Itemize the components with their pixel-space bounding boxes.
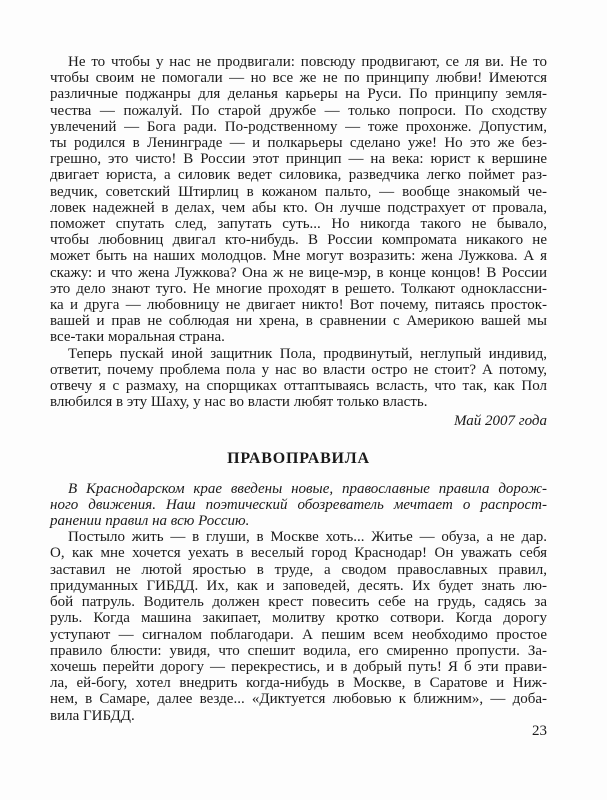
text-line: ведчик, советский Штирлиц в кожаном пальто, — вообще знакомый че- <box>50 183 547 200</box>
text-line: правило блюсти: увидя, что спешит водила, его смиренно пропусти. За- <box>50 642 547 659</box>
article-body-paragraph <box>50 529 547 723</box>
text-line: ного движения. Наш поэтический обозреватель мечтает о распрост- <box>50 496 547 513</box>
text-line: хочешь перейти дорогу — перекрестись, и в добрый путь! Я б эти прави- <box>50 658 547 675</box>
dateline: Май 2007 года <box>453 413 547 430</box>
text-line: уступают — сигналом поблагодари. А пешим всем необходимо простое <box>50 626 547 643</box>
text-line: ранении правил на всю Россию. <box>50 513 250 530</box>
text-line: В Краснодарском крае введены новые, православные правила дорож- <box>68 480 547 497</box>
article-lede <box>50 481 547 530</box>
text-line: поможет спутать след, запутать суть... Но никогда такого не бывало, <box>50 216 547 233</box>
text-line: ла, ей-богу, хотел внедрить когда-нибудь в Москве, в Саратове и Ниж- <box>50 675 547 692</box>
text-line: вашей и прав не соблюдая ни хрена, в сравнении с Америкою вашей мы <box>50 313 547 330</box>
text-line: двигает юриста, а силовик ведет силовика, разведчика легко поймет раз- <box>50 167 547 184</box>
text-line: заставил не лютой яростью в труде, а сводом православных правил, <box>50 561 547 578</box>
text-line: руль. Когда машина закипает, молитву кротко сотвори. Когда дорогу <box>50 610 547 627</box>
text-line: увлечений — Бога ради. По-родственному — тоже прохонже. Допустим, <box>50 118 547 135</box>
essay-paragraph-1 <box>50 54 547 346</box>
text-line: Постыло жить — в глуши, в Москве хоть... Житье — обуза, а не дар. <box>68 529 547 546</box>
essay-paragraph-2 <box>50 346 547 411</box>
text-line: чества — пожалуй. По старой дружбе — только попроси. По сходству <box>50 102 547 119</box>
text-line: Теперь пускай иной защитник Пола, продвинутый, неглупый индивид, <box>68 345 547 362</box>
text-line: влюбился в эту Шаху, у нас во власти любят только власть. <box>50 394 428 411</box>
text-line: О, как мне хочется уехать в веселый город Краснодар! Он уважать себя <box>50 545 547 562</box>
text-line: скажу: и что жена Лужкова? Она ж не вице-мэр, в конце концов! В России <box>50 264 547 281</box>
text-line: может быть на наших молодцов. Мне могут возразить: жена Лужкова. А я <box>50 248 547 265</box>
text-line: грешно, это чисто! В России этот принцип — на века: юрист к вершине <box>50 151 547 168</box>
text-line: отвечу я с размаху, на спорщиках оттаптываясь всласть, что так, как Пол <box>50 378 547 395</box>
text-line: ты родился в Ленинграде — и полкарьеры сделано уже! Но это же без- <box>50 135 547 152</box>
page-number: 23 <box>532 723 547 739</box>
text-line: Не то чтобы у нас не продвигали: повсюду продвигают, се ля ви. Не то <box>68 54 547 70</box>
text-line: ка и друга — любовницу не двигает никто! Вот почему, питаясь просток- <box>50 297 547 314</box>
text-line: бой патруль. Водитель должен крест повесить себе на грудь, садясь за <box>50 594 547 611</box>
text-line: придуманных ГИБДД. Их, как и заповедей, десять. Их будет знать лю- <box>50 577 547 594</box>
text-line: чтобы любовниц двигал кто-нибудь. В России компромата никакого не <box>50 232 547 249</box>
text-line: все-таки моральная страна. <box>50 329 225 346</box>
text-line: нем, в Самаре, далее везде... «Диктуется любовью к ближним», — доба- <box>50 691 547 708</box>
text-line: ответит, почему проблема пола у нас во власти остро не стоит? А потому, <box>50 361 547 378</box>
text-line: вила ГИБДД. <box>50 707 135 724</box>
page-text-block <box>50 54 547 724</box>
text-line: чтобы своим не помогали — но все же не по принципу любви! Имеются <box>50 70 547 87</box>
text-line: различные поджанры для деланья карьеры на Руси. По принципу земля- <box>50 86 547 103</box>
article-title: ПРАВОПРАВИЛА <box>227 449 370 467</box>
text-line: ловек надежней в делах, чем абы кто. Он лучше подстрахует от провала, <box>50 199 547 216</box>
text-line: это дело знают туго. Не многие проходят в решето. Толкают одноклассни- <box>50 280 547 297</box>
